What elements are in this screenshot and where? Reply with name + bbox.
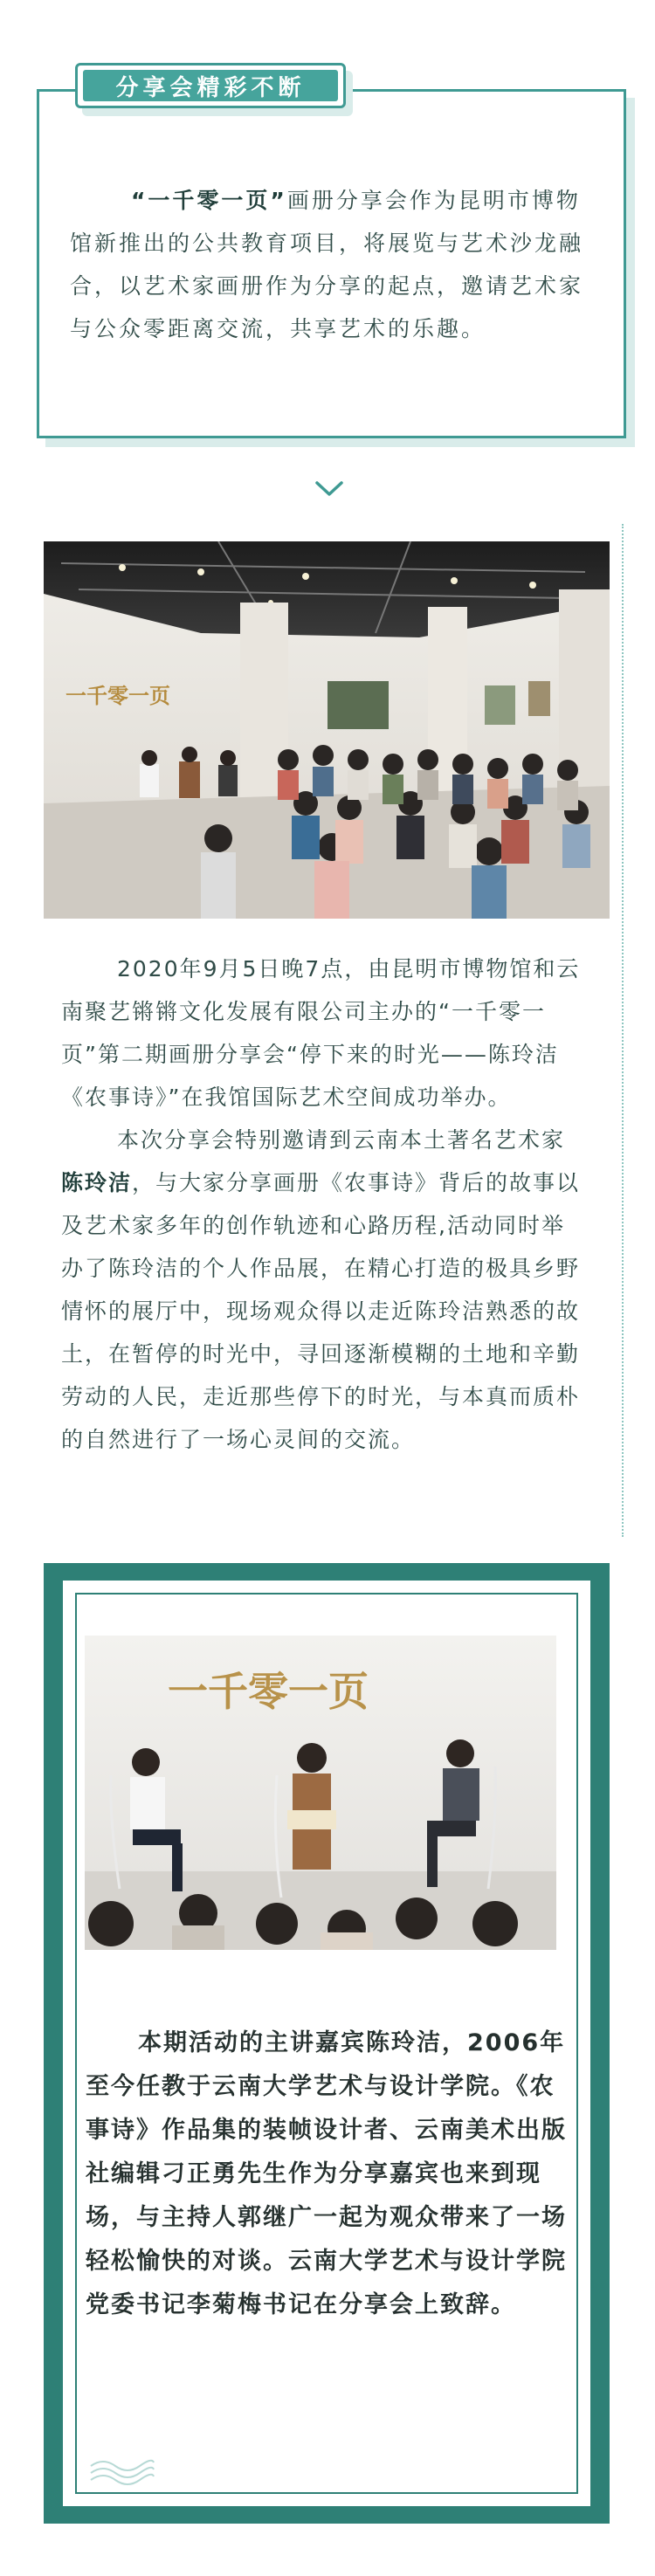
event-photo-hall [44, 541, 610, 919]
body-paragraph-1: 2020年9月5日晚7点，由昆明市博物馆和云南聚艺锵锵文化发展有限公司主办的“一千零一页”第二期画册分享会“停下来的时光——陈玲洁《农事诗》”在我馆国际艺术空间成功举办。 [61, 956, 581, 1110]
artist-name: 陈玲洁 [61, 1170, 133, 1195]
body-paragraph-2 [61, 1119, 585, 1461]
section-tag-label: 分享会精彩不断 [83, 70, 338, 101]
intro-highlight: “一千零一页” [131, 188, 287, 213]
intro-paragraph [70, 179, 594, 350]
dotted-guide-line [622, 524, 624, 1537]
body-paragraph-2-rest: ，与大家分享画册《农事诗》背后的故事以及艺术家多年的创作轨迹和心路历程,活动同时举办了陈玲洁的个人作品展，在精心打造的极具乡野情怀的展厅中，现场观众得以走近陈玲洁熟悉的故土，在暂停的时光中，寻回逐渐模糊的土地和辛勤劳动的人民，走近那些停下的时光，与本真而质朴的自然进行了一场心灵间的交流。 [61, 1170, 581, 1452]
article-body [61, 947, 585, 1461]
event-photo-speakers [85, 1636, 556, 1950]
chevron-down-icon [314, 480, 344, 498]
hall-wall-title: 一千零一页 [66, 685, 170, 708]
stage-wall-title: 一千零一页 [168, 1670, 369, 1714]
intro-text: 画册分享会作为昆明市博物馆新推出的公共教育项目，将展览与艺术沙龙融合，以艺术家画册作为分享的起点，邀请艺术家与公众零距离交流，共享艺术的乐趣。 [70, 188, 584, 341]
section-tag [75, 63, 346, 108]
body-paragraph-2-lead: 本次分享会特别邀请到云南本土著名艺术家 [117, 1127, 566, 1153]
wave-ornament-icon [87, 2454, 157, 2489]
framed-card-text: 本期活动的主讲嘉宾陈玲洁，2006年至今任教于云南大学艺术与设计学院。《农事诗》作品集的装帧设计者、云南美术出版社编辑刁正勇先生作为分享嘉宾也来到现场，与主持人郭继广一起为观众带来了一场轻松愉快的对谈。云南大学艺术与设计学院党委书记李菊梅书记在分享会上致辞。 [86, 2029, 567, 2318]
